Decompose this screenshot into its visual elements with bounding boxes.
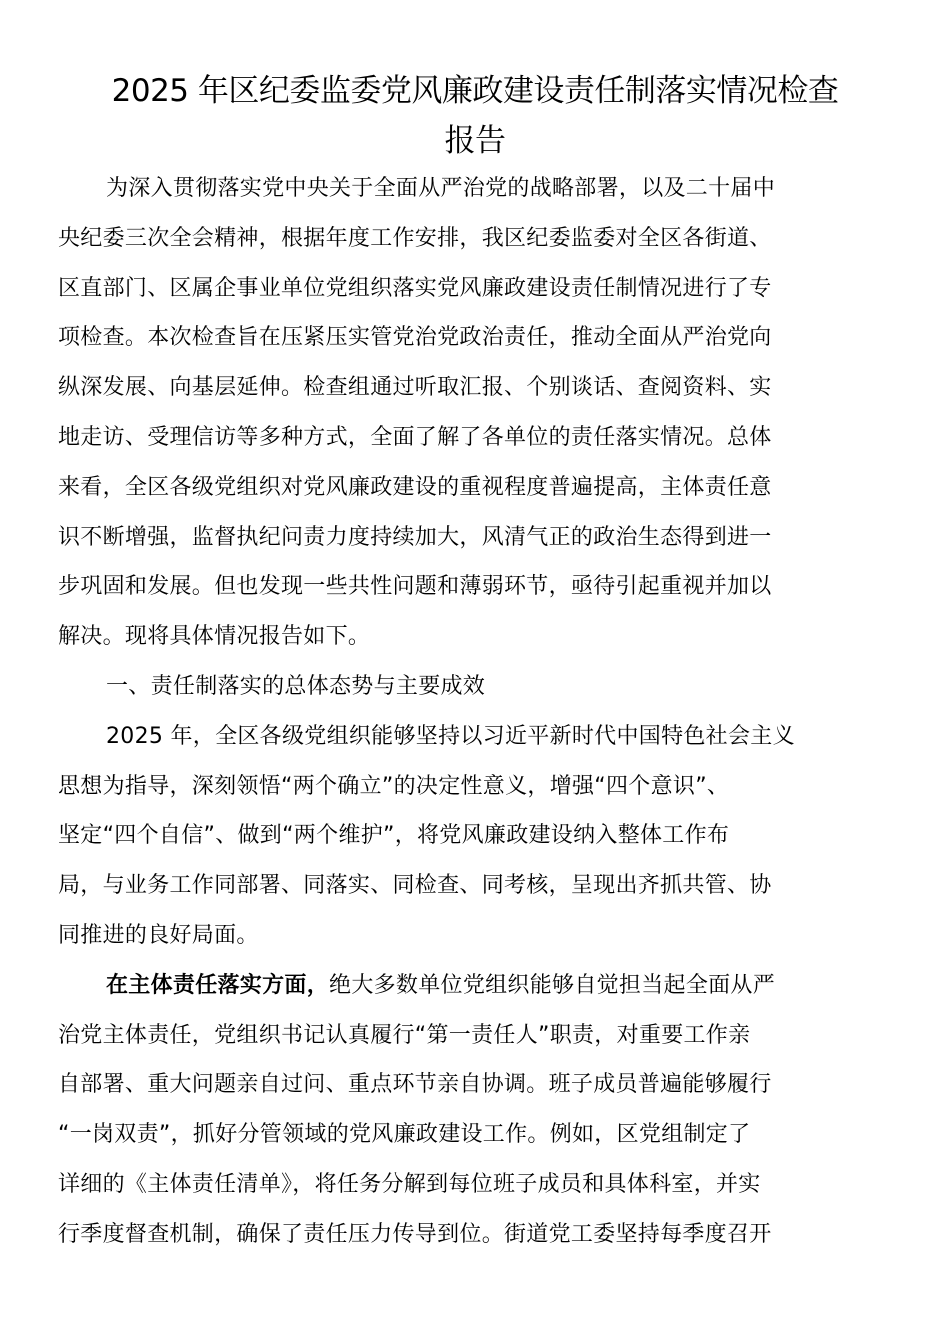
text-span: 绝大多数单位党组织能够自觉担当起全面从严 [329, 972, 776, 998]
text-line: “一岗双责”，抓好分管领域的党风廉政建设工作。例如，区党组制定了 [58, 1122, 751, 1148]
section-heading-1 [58, 662, 888, 712]
paragraph-overview [58, 712, 888, 961]
text-line: 识不断增强，监督执纪问责力度持续加大，风清气正的政治生态得到进一 [58, 524, 772, 550]
text-line: 治党主体责任，党组织书记认真履行“第一责任人”职责，对重要工作亲 [58, 1022, 751, 1048]
paragraph-main-responsibility [58, 961, 888, 1260]
text-line: 2025 年，全区各级党组织能够坚持以习近平新时代中国特色社会主义 [106, 723, 795, 749]
text-line: 央纪委三次全会精神，根据年度工作安排，我区纪委监委对全区各街道、 [58, 225, 772, 251]
paragraph-intro [58, 164, 888, 662]
text-line: 来看，全区各级党组织对党风廉政建设的重视程度普遍提高，主体责任意 [58, 474, 772, 500]
document-body [58, 164, 888, 1260]
title-line-2: 报告 [444, 123, 506, 159]
text-line: 同推进的良好局面。 [58, 922, 259, 948]
text-line: 局，与业务工作同部署、同落实、同检查、同考核，呈现出齐抓共管、协 [58, 873, 772, 899]
text-line: 纵深发展、向基层延伸。检查组通过听取汇报、个别谈话、查阅资料、实 [58, 375, 772, 401]
text-line: 解决。现将具体情况报告如下。 [58, 624, 371, 650]
text-line: 为深入贯彻落实党中央关于全面从严治党的战略部署，以及二十届中 [106, 176, 776, 201]
text-line: 项检查。本次检查旨在压紧压实管党治党政治责任，推动全面从严治党向 [58, 325, 772, 351]
text-line [58, 961, 888, 1011]
bold-lead-text: 在主体责任落实方面， [106, 972, 330, 998]
text-line: 自部署、重大问题亲自过问、重点环节亲自协调。班子成员普遍能够履行 [58, 1072, 772, 1098]
section-heading-text: 一、责任制落实的总体态势与主要成效 [106, 673, 486, 699]
text-line: 步巩固和发展。但也发现一些共性问题和薄弱环节，亟待引起重视并加以 [58, 574, 772, 600]
text-line: 地走访、受理信访等多种方式，全面了解了各单位的责任落实情况。总体 [58, 424, 772, 450]
title-line-1: 2025 年区纪委监委党风廉政建设责任制落实情况检查 [111, 73, 839, 109]
text-line: 坚定“四个自信”、做到“两个维护”，将党风廉政建设纳入整体工作布 [58, 823, 730, 849]
text-line: 思想为指导，深刻领悟“两个确立”的决定性意义，增强“四个意识”、 [58, 773, 730, 799]
text-line: 行季度督查机制，确保了责任压力传导到位。街道党工委坚持每季度召开 [58, 1221, 772, 1247]
document-title [40, 66, 910, 166]
text-line: 详细的《主体责任清单》，将任务分解到每位班子成员和具体科室，并实 [58, 1171, 761, 1197]
text-line: 区直部门、区属企事业单位党组织落实党风廉政建设责任制情况进行了专 [58, 275, 772, 301]
